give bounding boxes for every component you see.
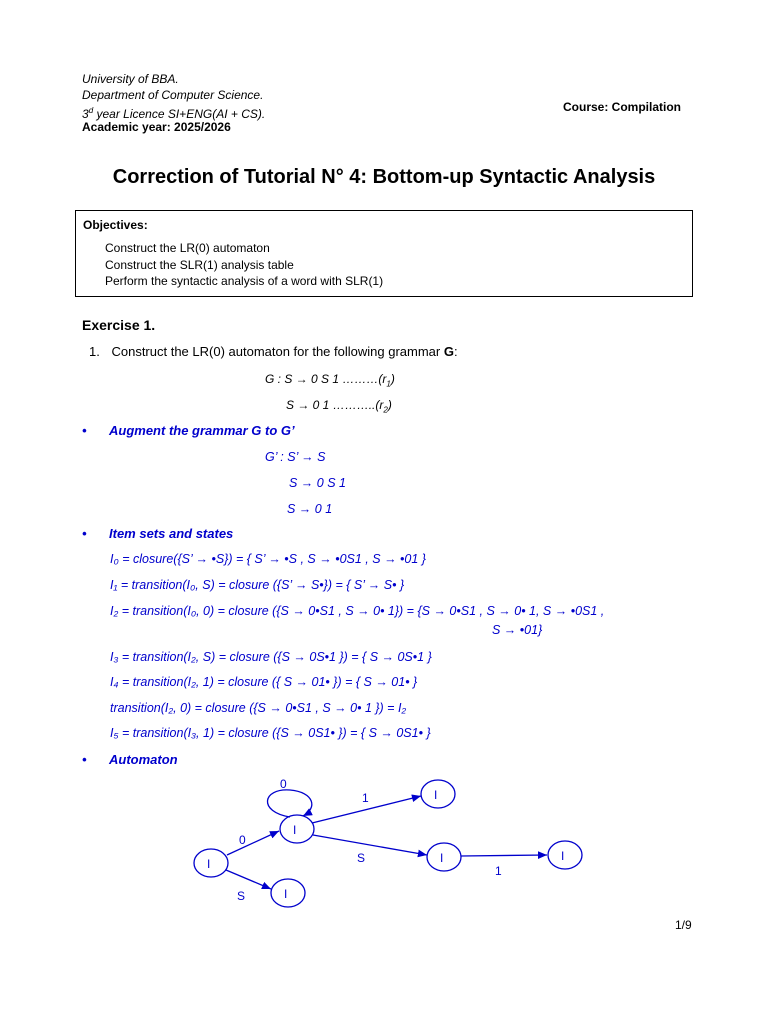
edge-i0-i1	[226, 870, 271, 889]
grammar-rule-2-text: S → 0 1 ………..(r	[286, 398, 384, 412]
page-title: Correction of Tutorial N° 4: Bottom-up Syntactic Analysis	[112, 166, 656, 188]
edge-label: 0	[239, 833, 246, 847]
edge-label: 1	[362, 791, 369, 805]
objective-item: Construct the SLR(1) analysis table	[105, 258, 294, 272]
edge-label: S	[237, 889, 246, 903]
edge-label: 1	[495, 864, 502, 878]
augmented-rule-2: S → 0 S 1	[289, 476, 346, 490]
state-label: I	[434, 788, 438, 802]
state-node-i1	[271, 879, 305, 907]
augmented-rule-1: G’ : S’ → S	[265, 450, 326, 464]
grammar-rule-1-text: G : S → 0 S 1 ………(r	[265, 372, 387, 386]
state-node-i3	[427, 843, 461, 871]
state-label: I	[284, 887, 288, 901]
item-set-row: I₀ = closure({S’ → •S}) = { S’ → •S , S → •0S1 , S → •01 }	[110, 552, 426, 566]
item-set-row: I₁ = transition(I₀, S) = closure ({S’ → S•}) = { S’ → S• }	[110, 578, 405, 592]
item-set-row: S → •01}	[492, 623, 543, 637]
edge-i2-i3	[313, 835, 427, 855]
objective-item: Construct the LR(0) automaton	[105, 241, 270, 255]
state-node-i5	[548, 841, 582, 869]
item-set-row: I₂ = transition(I₀, 0) = closure ({S → 0•S1 , S → 0• 1}) = {S → 0•S1 , S → 0• 1, S → •0S1 ,	[110, 604, 605, 618]
state-node-i0	[194, 849, 228, 877]
course-label: Course: Compilation	[563, 100, 682, 114]
edge-i2-loop	[267, 790, 311, 817]
state-label: I	[293, 823, 297, 837]
grammar-rule-2: S → 0 1 $\dots\dots\dots..(r_2)$	[286, 398, 392, 415]
grammar-rule-1: G : S → 0 S 1 $\dots\dots\dots(r_1)$	[265, 372, 395, 389]
edge-i0-i2	[227, 831, 279, 855]
augmented-rule-3: S → 0 1	[287, 502, 333, 516]
augment-bullet-text: Augment the grammar G to G’	[109, 423, 295, 438]
academic-year-text: Academic year: 2025/2026	[82, 120, 231, 134]
question-end: :	[453, 344, 458, 359]
question-number: 1.	[89, 344, 100, 359]
state-node-i2	[280, 815, 314, 843]
automaton-bullet-text: Automaton	[109, 752, 178, 767]
question-grammar: G	[443, 344, 454, 359]
state-node-i4	[421, 780, 455, 808]
year-prefix: 3	[82, 107, 89, 121]
items-bullet-text: Item sets and states	[109, 526, 234, 541]
grammar-rule-2-sub: 2	[383, 405, 388, 415]
page-number: 1/9	[675, 918, 692, 932]
edge-label: 0	[280, 777, 287, 791]
objective-item: Perform the syntactic analysis of a word with SLR(1)	[105, 274, 384, 288]
state-label: I	[440, 851, 444, 865]
year-sup: d	[88, 106, 94, 115]
item-set-row: I₅ = transition(I₃, 1) = closure ({S → 0S1• }) = { S → 0S1• }	[110, 726, 431, 740]
year-suffix: year Licence SI+ENG(AI + CS).	[93, 107, 266, 121]
item-set-row: I₃ = transition(I₂, S) = closure ({S → 0S•1 }) = { S → 0S•1 }	[110, 650, 432, 664]
edge-label: S	[357, 851, 366, 865]
question-text: Construct the LR(0) automaton for the following grammar	[111, 344, 441, 359]
item-set-row: transition(I₂, 0) = closure ({S → 0•S1 , S → 0• 1 }) = I₂	[110, 701, 407, 715]
department-line: Department of Computer Science.	[82, 88, 264, 102]
state-label: I	[207, 857, 211, 871]
edge-i3-i5	[461, 855, 547, 856]
grammar-rule-1-sub: 1	[386, 379, 391, 389]
university-line: University of BBA.	[82, 72, 179, 86]
objectives-heading: Objectives:	[83, 218, 148, 232]
state-label: I	[561, 849, 565, 863]
exercise-heading: Exercise 1.	[82, 317, 156, 333]
item-set-row: I₄ = transition(I₂, 1) = closure ({ S → 01• }) = { S → 01• }	[110, 675, 418, 689]
